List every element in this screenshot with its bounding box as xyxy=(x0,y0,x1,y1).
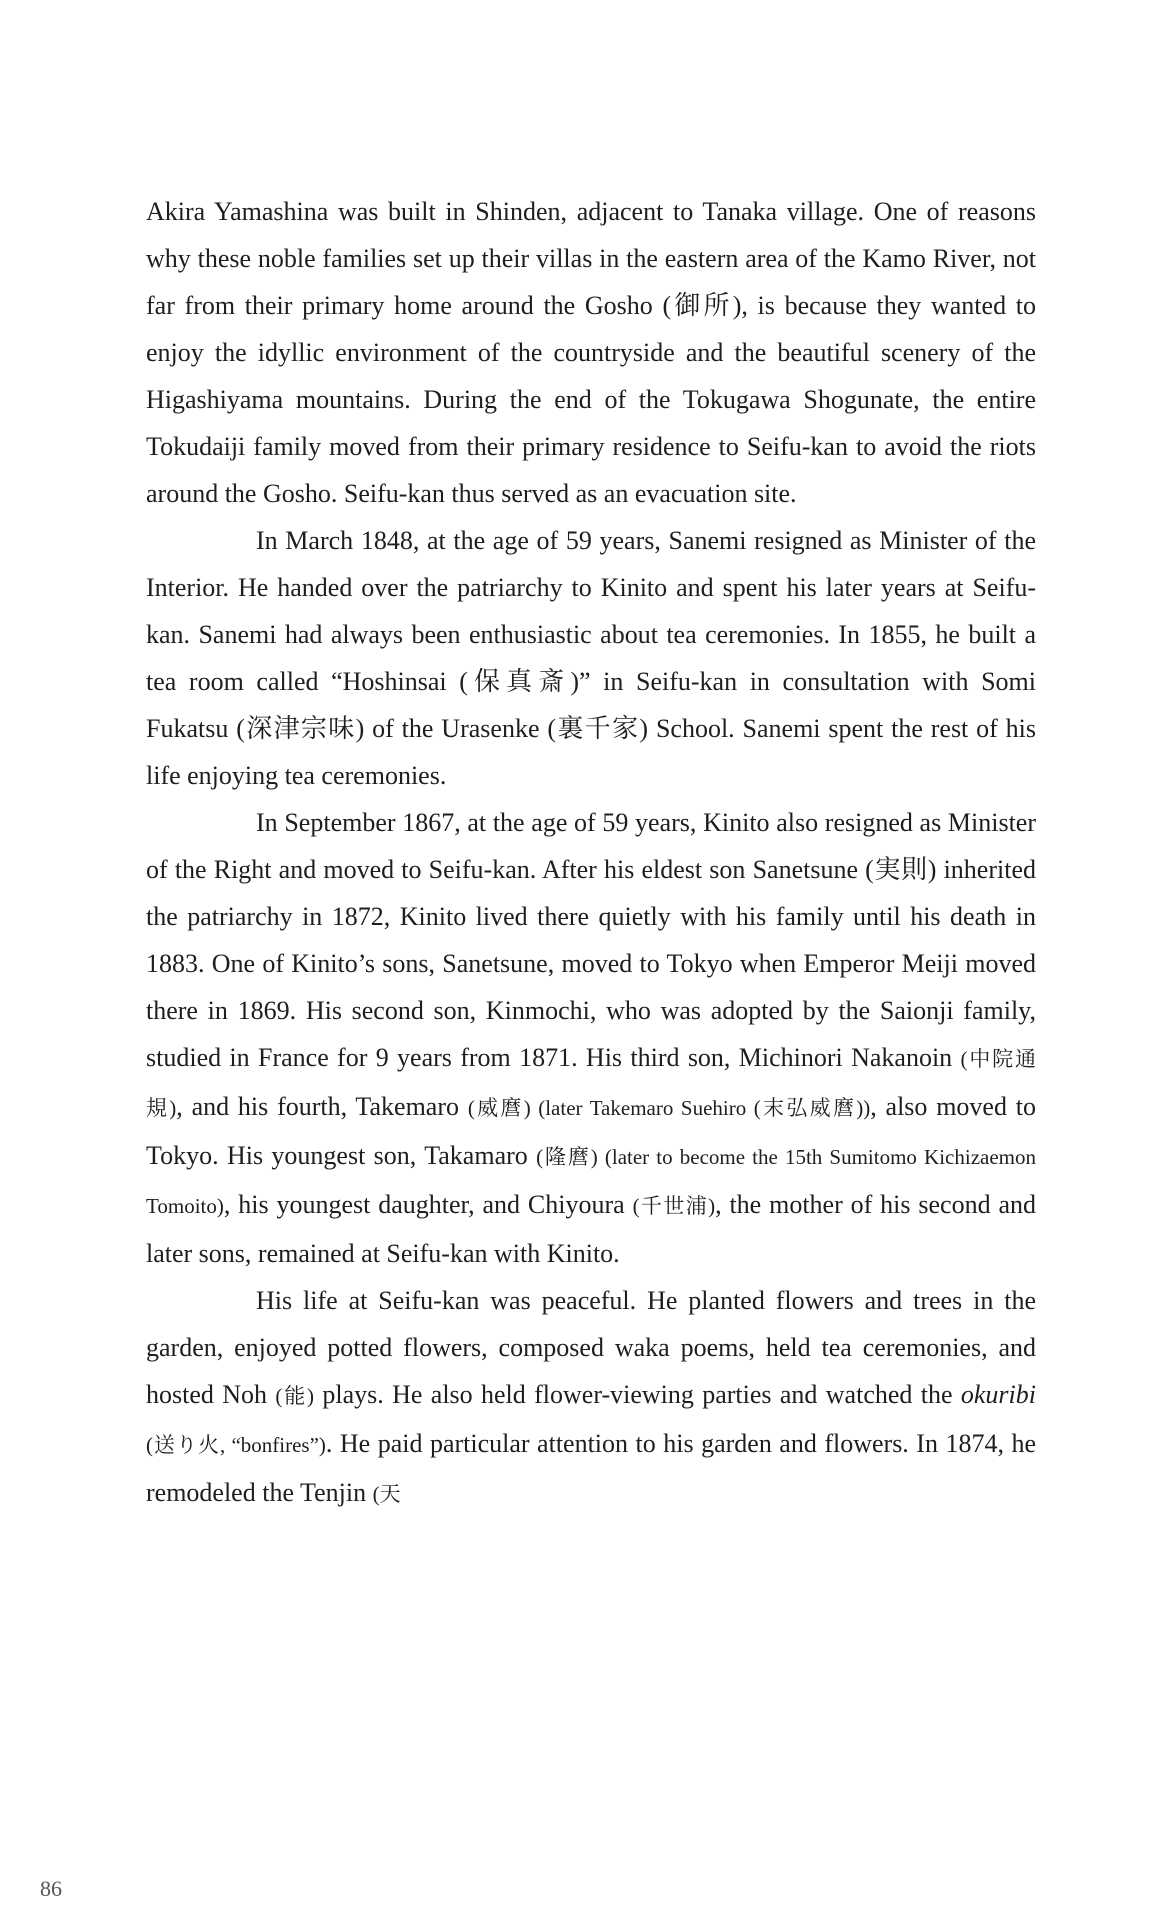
paragraph-3-text-2: , and his fourth, Takemaro xyxy=(176,1092,468,1121)
paragraph-3-note-4: (千世浦) xyxy=(632,1194,716,1218)
paragraph-3-text-4: , his youngest daughter, and Chiyoura xyxy=(223,1190,633,1219)
paragraph-3 xyxy=(146,799,1036,1277)
body-text xyxy=(146,188,1036,1518)
paragraph-4-text-1: His life at Seifu-kan was peaceful. He planted flowers and trees in the garden, enjoyed potted flowers, composed waka poems, held tea ceremonies, and hosted Noh xyxy=(146,1286,1036,1409)
paragraph-4-text-2: plays. He also held flower-viewing parties and watched the xyxy=(314,1380,961,1409)
paragraph-4-note-1: (能) xyxy=(275,1384,315,1408)
paragraph-3-note-1: (中院通規) xyxy=(146,1047,1036,1120)
paragraph-4-italic-term: okuribi xyxy=(960,1380,1036,1409)
paragraph-3-note-2: (威麿) (later Takemaro Suehiro (末弘威麿)) xyxy=(467,1096,871,1120)
paragraph-4-note-3: (天 xyxy=(372,1482,401,1506)
paragraph-3-text-1: In September 1867, at the age of 59 years, Kinito also resigned as Minister of the Right and moved to Seifu-kan. After his eldest son Sanetsune (実則) inherited the patriarchy in 1872, Kinito lived there quietly with his family until his death in 1883. One of Kinito’s sons, Sanetsune, moved to Tokyo when Emperor Meiji moved there in 1869. His second son, Kinmochi, who was adopted by the Saionji family, studied in France for 9 years from 1871. His third son, Michinori Nakanoin xyxy=(146,808,1036,1072)
page-number: 86 xyxy=(40,1876,62,1901)
paragraph-4 xyxy=(146,1277,1036,1518)
paragraph-3-text-3: , also moved to Tokyo. His youngest son, Takamaro xyxy=(146,1092,1036,1170)
paragraph-3-text-5: , the mother of his second and later sons, remained at Seifu-kan with Kinito. xyxy=(146,1190,1036,1268)
paragraph-1: Akira Yamashina was built in Shinden, adjacent to Tanaka village. One of reasons why these noble families set up their villas in the eastern area of the Kamo River, not far from their primary home around the Gosho (御所), is because they wanted to enjoy the idyllic environment of the countryside and the beautiful scenery of the Higashiyama mountains. During the end of the Tokugawa Shogunate, the entire Tokudaiji family moved from their primary residence to Seifu-kan to avoid the riots around the Gosho. Seifu-kan thus served as an evacuation site. xyxy=(146,197,1036,508)
paragraph-3-note-3: (隆麿) (later to become the 15th Sumitomo Kichizaemon Tomoito) xyxy=(146,1145,1036,1218)
paragraph-2: In March 1848, at the age of 59 years, Sanemi resigned as Minister of the Interior. He handed over the patriarchy to Kinito and spent his later years at Seifu-kan. Sanemi had always been enthusiastic about tea ceremonies. In 1855, he built a tea room called “Hoshinsai (保真斎)” in Seifu-kan in consultation with Somi Fukatsu (深津宗味) of the Urasenke (裏千家) School. Sanemi spent the rest of his life enjoying tea ceremonies. xyxy=(146,526,1036,790)
paragraph-4-text-3: . He paid particular attention to his garden and flowers. In 1874, he remodeled the Tenjin xyxy=(146,1429,1036,1507)
paragraph-4-note-2: (送り火, “bonfires”) xyxy=(146,1433,326,1457)
